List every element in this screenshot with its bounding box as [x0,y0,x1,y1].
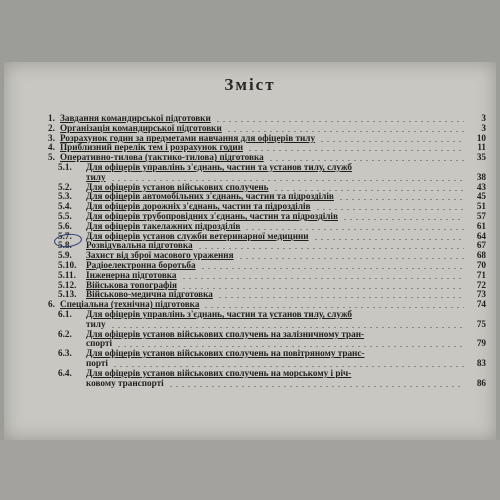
toc-entry-page: 3 [481,113,486,123]
toc-leader-dots [112,366,464,367]
toc-entry-number: 6.3. [58,348,72,359]
toc-entry-page: 86 [476,377,486,388]
toc-entry-page: 67 [476,240,486,251]
toc-leader-dots [197,248,464,249]
toc-entry [4,330,496,340]
toc-entry-page: 70 [476,259,486,270]
toc-entry-page: 75 [476,318,486,329]
toc-entry-number: 5.12. [58,279,77,290]
toc-leader-dots [244,229,464,230]
toc-entry-title: тилу [86,318,106,329]
toc-entry-number: 5.3. [58,191,72,202]
toc-leader-dots [338,199,464,200]
toc-entry-title: Інженерна підготовка [86,269,177,280]
toc-entry-title: порті [86,357,108,368]
toc-entry-title: ковому транспорті [86,377,164,388]
toc-leader-dots [238,258,464,259]
toc-leader-dots [247,150,464,151]
toc-entry-page: 83 [476,357,486,368]
toc-entry-number: 6.4. [58,367,72,378]
toc-entry-page: 43 [476,181,486,192]
toc-leader-dots [168,386,464,387]
toc-entry-title: Завдання командирської підготовки [60,113,211,123]
toc-entry-number: 5. [48,152,55,163]
toc-entry-number: 6.1. [58,308,72,319]
toc-entry-page: 74 [476,299,486,310]
toc-entry-number: 5.4. [58,201,72,212]
toc-entry-number: 3. [48,132,55,143]
background-surface [0,440,500,500]
toc-entry-title: Оперативно-тилова (тактико-тилова) підготовка [60,152,264,163]
toc-entry-page: 64 [476,230,486,241]
toc-entry-title: Для офіцерів такелажних підрозділів [86,220,241,231]
toc-entry-number: 5.7. [58,230,72,241]
toc-entry-number: 6. [48,299,55,310]
toc-entry-title: Для офіцерів автомобільних з'єднань, частин та підрозділів [86,191,334,202]
toc-leader-dots [200,268,464,269]
document-page [4,62,496,440]
toc-entry-number: 4. [48,142,55,153]
toc-entry [4,349,496,359]
toc-entry-number: 5.13. [58,289,77,300]
toc-entry-page: 35 [476,152,486,163]
toc-entry [4,163,496,173]
toc-entry [4,369,496,379]
toc-entry-page: 73 [476,289,486,300]
table-of-contents [4,114,496,388]
toc-entry-page: 57 [476,210,486,221]
page-title: Зміст [224,75,276,94]
toc-entry-page: 61 [476,220,486,231]
toc-leader-dots [215,121,464,122]
toc-entry-number: 5.9. [58,250,72,261]
toc-entry [4,261,496,271]
toc-entry-number: 2. [48,122,55,133]
toc-entry-number: 5.2. [58,181,72,192]
toc-entry-title: Організація командирської підготовки [60,122,222,133]
toc-entry-title: спорті [86,338,113,349]
toc-entry-page: 38 [476,171,486,182]
toc-entry-number: 1. [48,113,55,123]
toc-entry-title: Спеціальна (технічна) підготовка [60,299,200,310]
toc-entry-title: Для офіцерів установ військових сполучень на залізничному тран- [86,328,365,339]
toc-entry-number: 5.1. [58,161,72,172]
toc-entry-title: Для офіцерів установ військових сполучень на повітряному транс- [86,348,365,359]
toc-leader-dots [203,307,464,308]
toc-leader-dots [313,239,464,240]
toc-entry-title: тилу [86,171,106,182]
toc-entry-title: Для офіцерів установ служби ветеринарної медицини [86,230,309,241]
toc-entry-title: Військово-медична підготовка [86,289,213,300]
toc-entry-title: Для офіцерів установ військових сполучень на морському і річ- [86,367,352,378]
toc-entry-title: Для офіцерів управлінь з'єднань, частин та установ тилу, служб [86,161,352,172]
toc-entry-title: Для офіцерів установ військових сполучень [86,181,269,192]
toc-entry [4,271,496,281]
toc-leader-dots [226,131,464,132]
toc-entry-page: 10 [476,132,486,143]
toc-entry-number: 5.8. [58,240,72,251]
toc-entry-title: Для офіцерів трубопровідних з'єднань, частин та підрозділів [86,210,338,221]
toc-entry-number: 5.11. [58,269,76,280]
toc-leader-dots [217,297,464,298]
toc-entry-page: 51 [476,201,486,212]
toc-entry-page: 72 [476,279,486,290]
toc-entry [4,310,496,320]
toc-entry-title: Приблизний перелік тем і розрахунок годин [60,142,244,153]
toc-entry-number: 5.10. [58,259,77,270]
toc-leader-dots [110,327,464,328]
toc-leader-dots [319,141,464,142]
toc-entry [4,281,496,291]
toc-entry-page: 71 [476,269,486,280]
toc-entry-title: Розрахунок годин за предметами навчання для офіцерів тилу [60,132,316,143]
toc-entry [4,251,496,261]
toc-entry-title: Радіоелектронна боротьба [86,259,196,270]
toc-entry [4,379,496,389]
toc-entry-number: 5.6. [58,220,72,231]
toc-entry-page: 79 [476,338,486,349]
toc-leader-dots [110,180,464,181]
toc-entry-title: Військова топографія [86,279,177,290]
toc-entry-page: 45 [476,191,486,202]
toc-entry-title: Для офіцерів управлінь з'єднань, частин та установ тилу, служб [86,308,352,319]
toc-entry-title: Захист від зброї масового ураження [86,250,234,261]
toc-entry [4,212,496,222]
toc-leader-dots [181,288,464,289]
toc-entry-page: 68 [476,250,486,261]
toc-entry-number: 5.5. [58,210,72,221]
toc-leader-dots [181,278,464,279]
toc-entry-page: 3 [481,122,486,133]
toc-entry-title: Розвідувальна підготовка [86,240,193,251]
toc-entry-page: 11 [477,142,486,153]
toc-leader-dots [342,219,464,220]
toc-entry-title: Для офіцерів дорожніх з'єднань, частин та підрозділів [86,201,311,212]
toc-entry-number: 6.2. [58,328,72,339]
